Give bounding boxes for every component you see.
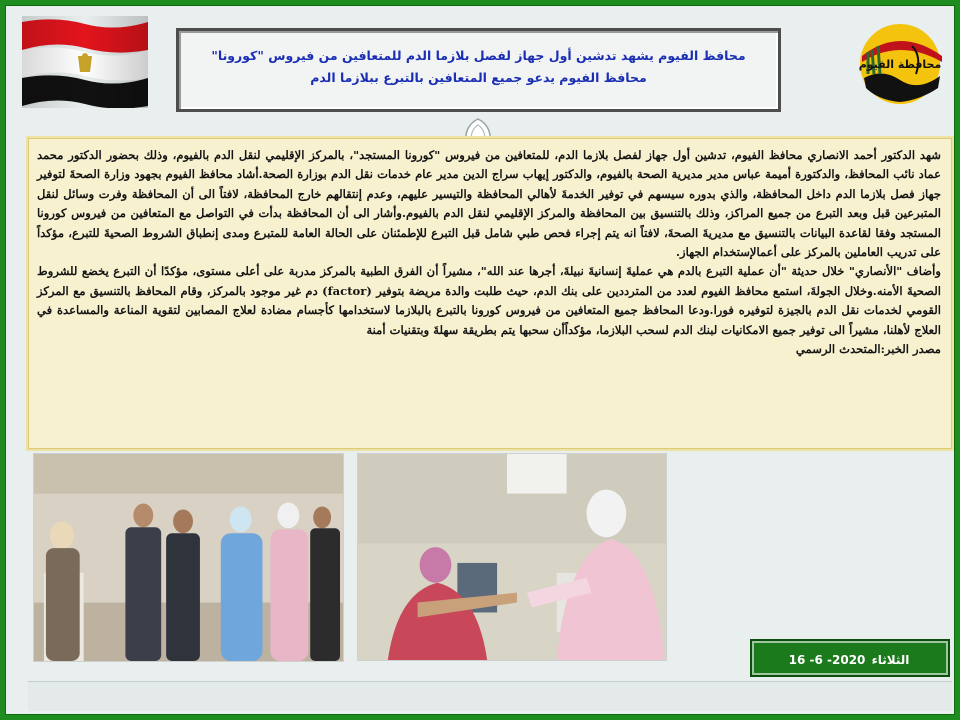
fayoum-governorate-logo-icon xyxy=(842,16,952,111)
date-badge xyxy=(750,639,950,677)
headline-box xyxy=(176,28,781,112)
article-source: مصدر الخبر:المتحدث الرسمي xyxy=(795,342,941,357)
egypt-flag-icon xyxy=(20,16,150,108)
article-paragraph-1: شهد الدكتور أحمد الانصاري محافظ الفيوم، تدشين أول جهاز لفصل بلازما الدم، للمتعافين من فيروس "كورونا المستجد"، بالمركز الإقليمي لنقل الدم بالفيوم، وذلك بحضور الدكتور محمد عماد نائب المحافظ، والدكتورة أميمة عباس مدير مديرية الصحة بالفيوم، والدكتور إيهاب سراج الدين مدير عام خدمات نقل الدم بوزارة الصحة.أشاد محافظ الفيوم بجهود وزارة الصحةَ لتوفير جهاز فصل بلازما الدم داخل المحافظة، والذي بدوره سيسهم في توفير الخدمةَ لأهالي المحافظة والتيسير عليهم، وعدم إنتقالهم خارج المحافظة، لافتاً الى أن المحافظة وفرت وسائل لنقل المتبرعين قبل وبعد التبرع من جميع المراكز، وذلك بالتنسيق بين المحافظة والمركز الإقليمي لنقل الدم بالفيوم.وأشار الى أن المحافظة بدأت في التواصل مع المتعافين من فيروس كورونا المستجد وفقا لقاعدة البيانات بالتنسيق مع مديريةَ الصحةَ، لافتاً انه يتم إجراء فحص طبي شامل قبل التبرع للإطمئنان على الحالة العامة للمتبرع ومدى إنطباق الشروط الصحيةَ للتبرع، مؤكداً على تدريب العاملين بالمركز على أعمالإستخدام الجهاز. xyxy=(37,148,941,260)
photo-governor-visit xyxy=(33,453,344,662)
date-day: الثلاثاء xyxy=(871,653,910,667)
slide xyxy=(5,5,955,715)
article-paragraph-2: وأضاف "الأنصاري" خلال حديثة "أن عملية التبرع بالدم هي عمليةَ إنسانيةَ نبيلةَ، أجرها عند الله"، مشيراً أن الفرق الطبية بالمركز مدربة على أعلى مستوى، مؤكدًا أن التبرع يخضع للشروط الصحيةَ الأمنه.وخلال الجولةَ، استمع محافظ الفيوم لعدد من المترددين على بنك الدم، حيث طلبت والدة مريضة بتوفير (factor) دم غير موجود بالمركز، وقام المحافظ بالتنسيق مع المركز القومي لخدمات نقل الدم بالجيزة لتوفيره فورا.ودعا المحافظ جميع المتعافين من فيروس كورونا بالتبرع بالبلازما لاستخدامها كأجسام مضادة لعلاج المصابين لتقوية المناعة والمساعدة في العلاج لأهلنا، مشيراً الى توفير جميع الامكانيات لبنك الدم لسحب البلازما، مؤكداًأن سحبها يتم بطريقة سهلةَ وبتقنيات أمنة xyxy=(37,264,941,337)
logo-text: محافظة الفيوم xyxy=(858,58,942,71)
headline-line-1: محافظ الفيوم يشهد تدشين أول جهاز لفصل بلازما الدم للمتعافين من فيروس "كورونا" xyxy=(211,48,746,63)
photo-plasma-donation xyxy=(357,453,667,661)
article-body xyxy=(28,138,952,449)
footer-band xyxy=(28,681,952,711)
date-text: 16 -6 -2020 xyxy=(788,653,866,667)
headline-line-2: محافظ الفيوم يدعو جميع المتعافين بالتبرع ببلازما الدم xyxy=(310,70,647,85)
